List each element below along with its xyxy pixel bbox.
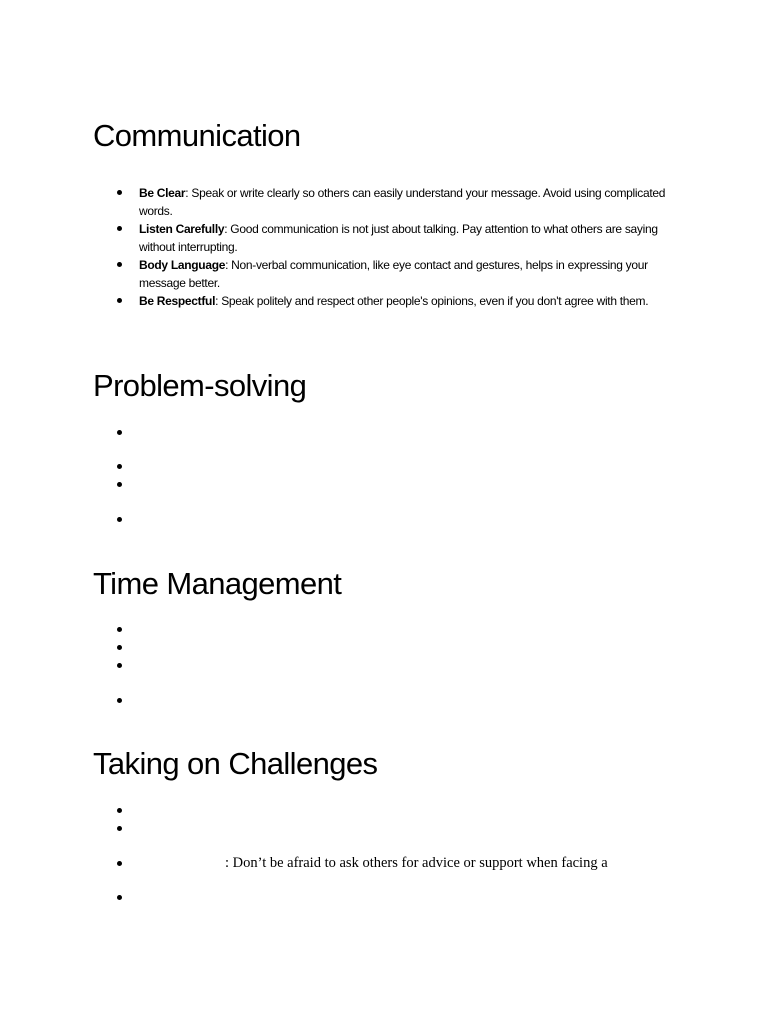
heading-taking-on-challenges: Taking on Challenges — [93, 746, 378, 781]
bullet-dot — [117, 645, 122, 650]
bullet-dot — [117, 298, 122, 303]
bullet-dot — [117, 861, 122, 866]
partial-item-text: : Don’t be afraid to ask others for advice or support when facing a — [225, 855, 608, 871]
bullet-dot — [117, 895, 122, 900]
bullet-dot — [117, 517, 122, 522]
list-item-text — [139, 184, 674, 220]
list-item-text — [139, 256, 674, 292]
term-description: : Speak politely and respect other people's opinions, even if you don't agree with them. — [215, 294, 649, 308]
term-label: Be Respectful — [139, 294, 216, 308]
heading-communication: Communication — [93, 118, 301, 153]
bullet-dot — [117, 627, 122, 632]
bullet-dot — [117, 464, 122, 469]
bullet-dot — [117, 808, 122, 813]
bullet-dot — [117, 826, 122, 831]
term-label: Listen Carefully — [139, 222, 225, 236]
bullet-dot — [117, 226, 122, 231]
list-item-text — [139, 292, 674, 310]
term-description: : Non-verbal communication, like eye contact and gestures, helps in expressing your message better. — [139, 258, 648, 290]
bullet-dot — [117, 663, 122, 668]
bullet-dot — [117, 190, 122, 195]
bullet-dot — [117, 430, 122, 435]
bullet-dot — [117, 482, 122, 487]
term-label: Be Clear — [139, 186, 186, 200]
term-description: : Speak or write clearly so others can easily understand your message. Avoid using complicated words. — [139, 186, 666, 218]
list-item-text — [139, 220, 674, 256]
bullet-dot — [117, 262, 122, 267]
term-label: Body Language — [139, 258, 226, 272]
heading-problem-solving: Problem-solving — [93, 368, 307, 403]
term-description: : Good communication is not just about talking. Pay attention to what others are saying without interrupting. — [139, 222, 658, 254]
bullet-dot — [117, 698, 122, 703]
heading-time-management: Time Management — [93, 566, 342, 601]
